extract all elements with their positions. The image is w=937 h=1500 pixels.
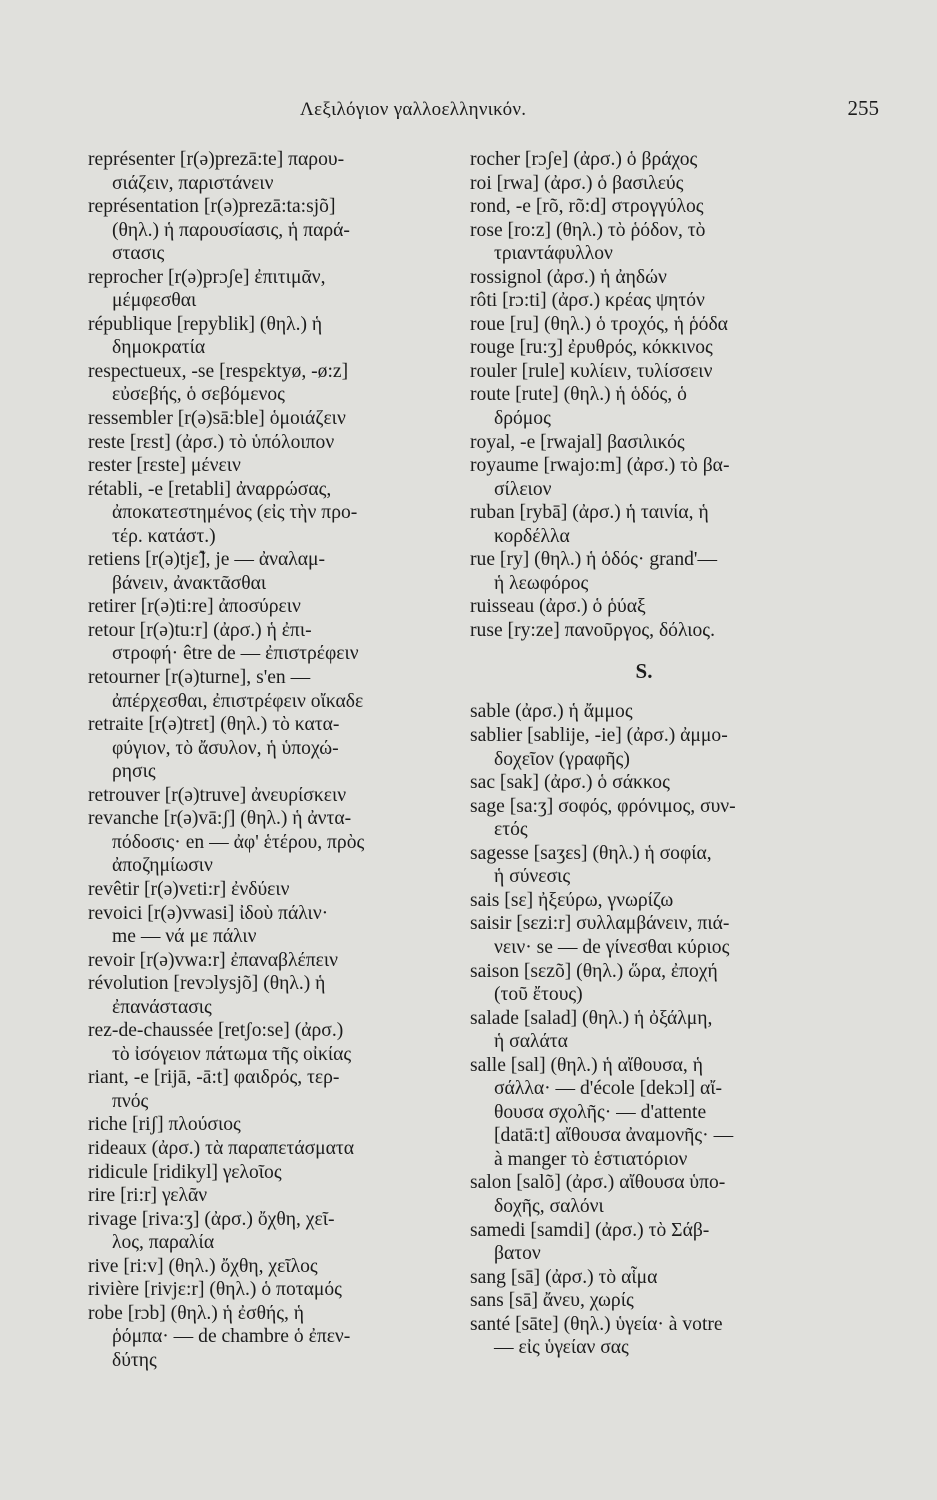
entry-headline: robe [rɔb] (θηλ.) ἡ ἐσθής, ἡ xyxy=(88,1302,305,1324)
entry-headline: retiens [r(ə)tjɛ̃], je — ἀναλαμ- xyxy=(88,549,326,571)
entry-headline: santé [sāte] (θηλ.) ὑγεία· à votre xyxy=(470,1313,723,1335)
entry-headline: royal, -e [rwajal] βασιλικός xyxy=(470,431,685,453)
dictionary-entry xyxy=(470,724,806,771)
entry-headline: rose [ro:z] (θηλ.) τὸ ῥόδον, τὸ xyxy=(470,219,706,241)
running-title: Λεξιλόγιον γαλλοελληνικόν. xyxy=(300,99,527,120)
entry-headline: rez-de-chaussée [retʃo:se] (ἀρσ.) xyxy=(88,1020,344,1042)
dictionary-entry xyxy=(470,1313,806,1360)
entry-continuation: (τοῦ ἔτους) xyxy=(494,984,583,1006)
entry-continuation: δρόμος xyxy=(494,408,551,430)
entry-continuation: τέρ. κατάστ.) xyxy=(112,525,216,547)
dictionary-entry xyxy=(470,383,806,430)
entries-letter-r xyxy=(470,148,806,642)
dictionary-entry xyxy=(470,1219,806,1266)
dictionary-entry xyxy=(470,289,806,313)
entry-continuation: τριαντάφυλλον xyxy=(494,243,613,265)
dictionary-entry xyxy=(88,972,426,1019)
dictionary-entry xyxy=(470,619,806,643)
entry-headline: sage [sa:ʒ] σοφός, φρόνιμος, συν- xyxy=(470,795,736,817)
entry-continuation: λος, παραλία xyxy=(112,1232,215,1254)
dictionary-entry xyxy=(88,407,426,431)
entry-headline: rive [ri:v] (θηλ.) ὄχθη, χεῖλος xyxy=(88,1255,318,1277)
dictionary-entry xyxy=(470,960,806,1007)
entry-headline: représentation [r(ə)prezā:ta:sjõ] xyxy=(88,196,336,218)
entry-continuation: ἀποκατεστημένος (εἰς τὴν προ- xyxy=(112,502,358,524)
entry-headline: rétabli, -e [retabli] ἀναρρώσας, xyxy=(88,478,332,500)
entry-headline: saison [sɛzõ] (θηλ.) ὥρα, ἐποχή xyxy=(470,960,718,982)
entry-headline: retrouver [r(ə)truve] ἀνευρίσκειν xyxy=(88,784,347,806)
entry-continuation: στροφή· être de — ἐπιστρέφειν xyxy=(112,643,359,665)
dictionary-entry xyxy=(88,454,426,478)
dictionary-entry xyxy=(88,360,426,407)
dictionary-entry xyxy=(470,889,806,913)
dictionary-entry xyxy=(470,454,806,501)
entry-headline: sac [sak] (ἀρσ.) ὁ σάκκος xyxy=(470,772,670,794)
entry-headline: retourner [r(ə)turne], s'en — xyxy=(88,667,311,689)
entry-continuation: σίλειον xyxy=(494,478,552,500)
entry-headline: rond, -e [rõ, rõ:d] στρογγύλος xyxy=(470,196,704,218)
entry-continuation: δοχῆς, σαλόνι xyxy=(494,1195,604,1217)
entry-headline: ruse [ry:ze] πανοῦργος, δόλιος. xyxy=(470,619,715,641)
entry-headline: retraite [r(ə)trɛt] (θηλ.) τὸ κατα- xyxy=(88,714,340,736)
entry-headline: reste [rɛst] (ἀρσ.) τὸ ὑπόλοιπον xyxy=(88,431,335,453)
entry-headline: sais [sɛ] ἠξεύρω, γνωρίζω xyxy=(470,889,674,911)
entry-headline: rocher [rɔʃe] (ἀρσ.) ὁ βράχος xyxy=(470,149,698,170)
entry-headline: rouge [ru:ʒ] ἐρυθρός, κόκκινος xyxy=(470,337,713,359)
entry-continuation: πνός xyxy=(112,1090,149,1112)
dictionary-entry xyxy=(88,266,426,313)
dictionary-entry xyxy=(470,1266,806,1290)
dictionary-entry xyxy=(470,501,806,548)
entry-continuation: ἡ σύνεσις xyxy=(494,866,571,888)
dictionary-entry xyxy=(470,1007,806,1054)
dictionary-entry xyxy=(470,1289,806,1313)
dictionary-entry xyxy=(470,1054,806,1172)
entry-continuation: ἀποζημίωσιν xyxy=(112,855,213,877)
left-column xyxy=(88,148,426,1372)
dictionary-entry xyxy=(470,313,806,337)
dictionary-entry xyxy=(470,700,806,724)
dictionary-entry xyxy=(88,195,426,266)
dictionary-entry xyxy=(88,313,426,360)
page-number: 255 xyxy=(847,96,879,120)
dictionary-entry xyxy=(88,478,426,549)
entry-headline: sang [sā] (ἀρσ.) τὸ αἷμα xyxy=(470,1266,658,1288)
dictionary-entry xyxy=(88,1302,426,1373)
entry-headline: rue [ry] (θηλ.) ἡ ὁδός· grand'— xyxy=(470,549,718,571)
entry-continuation: (θηλ.) ἡ παρουσίασις, ἡ παρά- xyxy=(112,219,350,241)
entry-headline: royaume [rwajo:m] (ἀρσ.) τὸ βα- xyxy=(470,455,730,477)
dictionary-entry xyxy=(88,1113,426,1137)
dictionary-entry xyxy=(470,219,806,266)
dictionary-entry xyxy=(470,595,806,619)
entry-headline: sablier [sablije, -ie] (ἀρσ.) ἀμμο- xyxy=(470,725,728,747)
dictionary-entry xyxy=(470,148,806,172)
entry-headline: représenter [r(ə)prezā:te] παρου- xyxy=(88,149,345,170)
dictionary-entry xyxy=(88,1278,426,1302)
entry-headline: sable (ἀρσ.) ἡ ἄμμος xyxy=(470,701,633,723)
entry-continuation: σιάζειν, παριστάνειν xyxy=(112,172,274,194)
entry-continuation: θουσα σχολῆς· — d'attente xyxy=(494,1101,707,1123)
entry-headline: roi [rwa] (ἀρσ.) ὁ βασιλεύς xyxy=(470,172,684,194)
dictionary-entry xyxy=(88,902,426,949)
entry-headline: rester [rɛste] μένειν xyxy=(88,455,241,477)
entry-headline: rivière [rivjɛ:r] (θηλ.) ὁ ποταμός xyxy=(88,1279,342,1301)
dictionary-entry xyxy=(88,878,426,902)
entry-continuation: δημοκρατία xyxy=(112,337,206,359)
entry-continuation: εὐσεβής, ὁ σεβόμενος xyxy=(112,384,285,406)
entry-headline: route [rute] (θηλ.) ἡ ὁδός, ὁ xyxy=(470,384,687,406)
dictionary-entry xyxy=(470,1171,806,1218)
entry-continuation: μέμφεσθαι xyxy=(112,290,197,312)
dictionary-entry xyxy=(470,842,806,889)
dictionary-entry xyxy=(88,1208,426,1255)
entry-continuation: στασις xyxy=(112,243,165,265)
entry-continuation: ρησις xyxy=(112,761,156,783)
entry-continuation: me — νά με πάλιν xyxy=(112,926,257,948)
entry-headline: revanche [r(ə)vā:ʃ] (θηλ.) ἡ ἀντα- xyxy=(88,808,352,830)
entry-headline: roue [ru] (θηλ.) ὁ τροχός, ἡ ῥόδα xyxy=(470,313,728,335)
entry-headline: revoici [r(ə)vwasi] ἰδοὺ πάλιν· xyxy=(88,902,329,924)
dictionary-entry xyxy=(470,360,806,384)
entry-headline: reprocher [r(ə)prɔʃe] ἐπιτιμᾶν, xyxy=(88,266,326,288)
dictionary-entry xyxy=(88,1161,426,1185)
dictionary-entry xyxy=(470,431,806,455)
entry-continuation: πόδοσις· en — ἀφ' ἑτέρου, πρὸς xyxy=(112,831,365,853)
dictionary-entry xyxy=(470,172,806,196)
dictionary-entry xyxy=(88,1184,426,1208)
entry-continuation: [datā:t] αἴθουσα ἀναμονῆς· — xyxy=(494,1125,734,1147)
entry-headline: riant, -e [rijā, -ā:t] φαιδρός, τερ- xyxy=(88,1067,340,1089)
entry-headline: rouler [rule] κυλίειν, τυλίσσειν xyxy=(470,360,713,382)
dictionary-entry xyxy=(88,949,426,973)
entry-headline: salade [salad] (θηλ.) ἡ ὀξάλμη, xyxy=(470,1007,713,1029)
dictionary-entry xyxy=(88,595,426,619)
entry-headline: saisir [sɛzi:r] συλλαμβάνειν, πιά- xyxy=(470,913,730,935)
dictionary-entry xyxy=(88,1066,426,1113)
dictionary-entry xyxy=(88,1137,426,1161)
dictionary-entry xyxy=(88,784,426,808)
entry-headline: sagesse [saʒɛs] (θηλ.) ἡ σοφία, xyxy=(470,842,712,864)
entry-headline: rôti [rɔ:ti] (ἀρσ.) κρέας ψητόν xyxy=(470,290,705,312)
dictionary-entry xyxy=(470,771,806,795)
dictionary-entry xyxy=(470,795,806,842)
entry-continuation: κορδέλλα xyxy=(494,525,570,547)
entry-continuation: — εἰς ὑγείαν σας xyxy=(494,1337,629,1359)
entry-continuation: βάνειν, ἀνακτᾶσθαι xyxy=(112,572,267,594)
dictionary-entry xyxy=(88,619,426,666)
letter-heading: S. xyxy=(635,659,653,684)
dictionary-entry xyxy=(470,912,806,959)
dictionary-entry xyxy=(88,431,426,455)
entry-continuation: φύγιον, τὸ ἄσυλον, ἡ ὑποχώ- xyxy=(112,737,339,759)
entry-headline: révolution [revɔlysjõ] (θηλ.) ἡ xyxy=(88,973,326,995)
entry-headline: république [repyblik] (θηλ.) ἡ xyxy=(88,313,323,335)
entry-continuation: σάλλα· — d'école [dekɔl] αἴ- xyxy=(494,1078,723,1100)
entry-headline: samedi [samdi] (ἀρσ.) τὸ Σάβ- xyxy=(470,1219,710,1241)
entry-headline: rideaux (ἀρσ.) τὰ παραπετάσματα xyxy=(88,1137,355,1159)
entry-headline: retirer [r(ə)ti:re] ἀποσύρειν xyxy=(88,596,301,618)
dictionary-entry xyxy=(470,548,806,595)
dictionary-entry xyxy=(88,548,426,595)
entry-continuation: δύτης xyxy=(112,1349,157,1371)
entry-headline: ressembler [r(ə)sā:ble] ὁμοιάζειν xyxy=(88,408,346,430)
entry-continuation: ἀπέρχεσθαι, ἐπιστρέφειν οἴκαδε xyxy=(112,690,364,712)
entry-headline: rossignol (ἀρσ.) ἡ ἀηδών xyxy=(470,266,667,288)
dictionary-entry xyxy=(470,266,806,290)
entry-continuation: τὸ ἰσόγειον πάτωμα τῆς οἰκίας xyxy=(112,1043,352,1065)
dictionary-entry xyxy=(88,1019,426,1066)
dictionary-entry xyxy=(88,1255,426,1279)
entry-headline: revoir [r(ə)vwa:r] ἐπαναβλέπειν xyxy=(88,949,338,971)
entry-headline: ruisseau (ἀρσ.) ὁ ῥύαξ xyxy=(470,596,646,618)
right-column xyxy=(470,148,806,1360)
entry-continuation: βατον xyxy=(494,1243,541,1265)
entry-headline: rire [ri:r] γελᾶν xyxy=(88,1185,208,1207)
entry-headline: revêtir [r(ə)vɛti:r] ἐνδύειν xyxy=(88,878,290,900)
dictionary-entry xyxy=(88,807,426,878)
entry-headline: salle [sal] (θηλ.) ἡ αἴθουσα, ἡ xyxy=(470,1054,703,1076)
dictionary-entry xyxy=(88,148,426,195)
entry-continuation: ἡ σαλάτα xyxy=(494,1031,568,1053)
entry-headline: salon [salõ] (ἀρσ.) αἴθουσα ὑπο- xyxy=(470,1172,726,1194)
entry-continuation: ἡ λεωφόρος xyxy=(494,572,589,594)
entry-continuation: δοχεῖον (γραφῆς) xyxy=(494,748,630,770)
entries-letter-s xyxy=(470,700,806,1359)
dictionary-entry xyxy=(470,336,806,360)
entry-headline: ridicule [ridikyl] γελοῖος xyxy=(88,1161,282,1183)
dictionary-entry xyxy=(88,666,426,713)
dictionary-entry xyxy=(88,713,426,784)
dictionary-entry xyxy=(470,195,806,219)
entry-headline: rivage [riva:ʒ] (ἀρσ.) ὄχθη, χεῖ- xyxy=(88,1208,335,1230)
entry-headline: riche [riʃ] πλούσιος xyxy=(88,1114,241,1136)
entry-continuation: νειν· se — de γίνεσθαι κύριος xyxy=(494,936,730,958)
entry-continuation: ῥόμπα· — de chambre ὁ ἐπεν- xyxy=(112,1326,351,1348)
entry-continuation: ετός xyxy=(494,819,528,841)
entry-continuation: ἐπανάστασις xyxy=(112,996,212,1018)
entry-headline: sans [sā] ἄνευ, χωρίς xyxy=(470,1290,634,1312)
entry-headline: respectueux, -se [respɛktyø, -ø:z] xyxy=(88,360,349,382)
entry-headline: ruban [rybā] (ἀρσ.) ἡ ταινία, ἡ xyxy=(470,502,709,524)
entry-headline: retour [r(ə)tu:r] (ἀρσ.) ἡ ἐπι- xyxy=(88,619,312,641)
entry-continuation: à manger τὸ ἑστιατόριον xyxy=(494,1148,688,1170)
